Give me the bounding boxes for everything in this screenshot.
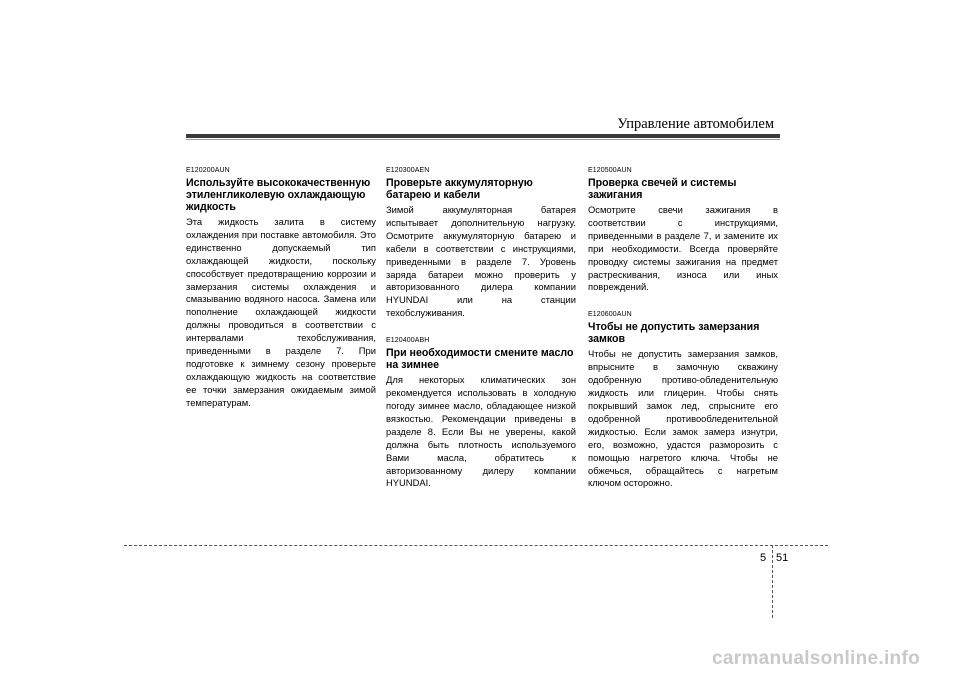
section-code: E120300AEN [386, 167, 430, 174]
header-rule [186, 134, 780, 138]
section-heading: Проверьте аккумуляторную батарею и кабели [386, 177, 533, 201]
column-2 [386, 167, 576, 490]
header-rule-thin [186, 139, 780, 140]
section-body: Зимой аккумуляторная батарея испытывает дополнительную нагрузку. Осмотрите аккумуляторную батарею и кабели в соответствии с инструкциями, приведенными в разделе 7. Уровень заряда батареи можно проверить у авторизованного дилера компании HYUNDAI или на станции техобслуживания. [386, 204, 576, 319]
column-3 [588, 167, 778, 490]
section-code: E120200AUN [186, 167, 230, 174]
section-heading: При необходимости смените масло на зимнее [386, 347, 574, 372]
footer-divider [124, 545, 828, 546]
section-code: E120400ABH [386, 337, 430, 345]
watermark: carmanualsonline.info [712, 648, 920, 669]
section-body: Осмотрите свечи зажигания в соответствии с инструкциями, приведенными в разделе 7, и замените их при необходимости. Всегда проверяйте проводку системы зажигания на предмет растрескивания, износа или иных повреждений. [588, 204, 778, 293]
section-heading: Чтобы не допустить замерзания замков [588, 321, 760, 346]
section-body: Чтобы не допустить замерзания замков, впрысните в замочную скважину одобренную противо-обледенительную жидкость или глицерин. Чтобы снять покрывший замок лед, спрысните его одобренной противообледенительной жидкостью. Если замок замерз изнутри, его, возможно, удастся разморозить с помощью нагретого ключа. Чтобы не обжечься, обращайтесь с нагретым ключом осторожно. [588, 348, 778, 489]
section-heading: Проверка свечей и системы зажигания [588, 177, 737, 201]
section-body: Эта жидкость залита в систему охлаждения при поставке автомобиля. Это единственно допускаемый тип охлаждающей жидкости, поскольку способствует предотвращению коррозии и замерзания системы охлаждения и смазыванию водяного насоса. Замена или пополнение охлаждающей жидкости должны проводиться в соответствии с интервалами техобслуживания, приведенными в разделе 7. При подготовке к зимнему сезону проверьте охлаждающую жидкость на соответствие ее точки замерзания ожидаемым зимой температурам. [186, 216, 376, 408]
section-body: Для некоторых климатических зон рекомендуется использовать в холодную погоду зимнее масло, обладающее низкой вязкостью. Рекомендации приведены в разделе 8. Если Вы не уверены, какой должна быть плотность используемого Вами масла, обратитесь к авторизованному дилеру компании HYUNDAI. [386, 374, 576, 489]
section-code: E120600AUN [588, 311, 632, 319]
column-1 [186, 167, 376, 410]
section-code: E120500AUN [588, 167, 632, 174]
page-number-value: 51 [776, 552, 789, 564]
page-number [760, 552, 788, 564]
section-heading: Используйте высококачественную этиленгликолевую охлаждающую жидкость [186, 177, 371, 213]
page-header-title: Управление автомобилем [617, 116, 774, 132]
chapter-number: 5 [760, 552, 767, 564]
